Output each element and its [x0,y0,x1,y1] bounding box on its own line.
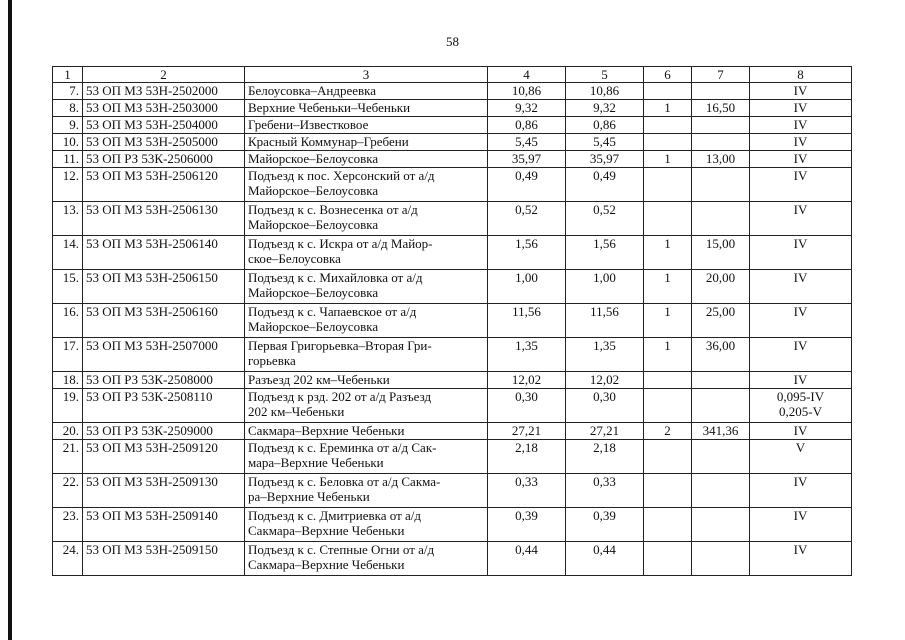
category-col8: IV [750,236,852,270]
road-code: 53 ОП МЗ 53Н-2503000 [83,100,245,117]
value-col7: 341,36 [692,423,750,440]
road-name: Подъезд к с. Михайловка от а/д Майорское–Белоусовка [245,270,488,304]
category-col8: 0,095-IV 0,205-V [750,389,852,423]
table-row [53,117,852,134]
category-col8: IV [750,423,852,440]
road-name: Подъезд к с. Беловка от а/д Сакма- ра–Верхние Чебеньки [245,474,488,508]
table-row [53,168,852,202]
value-col6 [644,168,692,202]
page-edge-bar [8,0,12,640]
road-code: 53 ОП МЗ 53Н-2506160 [83,304,245,338]
value-col4: 0,33 [488,474,566,508]
value-col4: 35,97 [488,151,566,168]
column-header: 8 [750,67,852,83]
road-name: Гребени–Известковое [245,117,488,134]
value-col7 [692,117,750,134]
road-name: Майорское–Белоусовка [245,151,488,168]
header-row [53,67,852,83]
value-col5: 11,56 [566,304,644,338]
value-col7: 36,00 [692,338,750,372]
value-col4: 0,52 [488,202,566,236]
table-row [53,304,852,338]
category-col8: IV [750,338,852,372]
value-col4: 5,45 [488,134,566,151]
value-col4: 0,30 [488,389,566,423]
row-number: 16. [53,304,83,338]
value-col6: 1 [644,236,692,270]
value-col5: 0,30 [566,389,644,423]
row-number: 19. [53,389,83,423]
value-col7 [692,389,750,423]
road-name: Сакмара–Верхние Чебеньки [245,423,488,440]
roads-table [52,66,852,576]
table-row [53,270,852,304]
road-code: 53 ОП МЗ 53Н-2507000 [83,338,245,372]
value-col7 [692,83,750,100]
value-col5: 0,44 [566,542,644,576]
road-name: Подъезд к с. Ереминка от а/д Сак- мара–Верхние Чебеньки [245,440,488,474]
value-col4: 1,35 [488,338,566,372]
value-col6: 1 [644,304,692,338]
road-code: 53 ОП РЗ 53К-2508110 [83,389,245,423]
category-col8: IV [750,270,852,304]
road-name: Подъезд к с. Степные Огни от а/д Сакмара–Верхние Чебеньки [245,542,488,576]
value-col6 [644,474,692,508]
value-col4: 2,18 [488,440,566,474]
category-col8: IV [750,372,852,389]
road-name: Белоусовка–Андреевка [245,83,488,100]
table-row [53,440,852,474]
table-body [53,83,852,576]
road-name: Подъезд к пос. Херсонский от а/д Майорское–Белоусовка [245,168,488,202]
value-col5: 0,86 [566,117,644,134]
road-code: 53 ОП РЗ 53К-2508000 [83,372,245,389]
value-col7 [692,168,750,202]
column-header: 1 [53,67,83,83]
road-name: Подъезд к рзд. 202 от а/д Разъезд 202 км–Чебеньки [245,389,488,423]
value-col4: 11,56 [488,304,566,338]
value-col4: 9,32 [488,100,566,117]
value-col5: 5,45 [566,134,644,151]
table-row [53,151,852,168]
value-col4: 27,21 [488,423,566,440]
row-number: 21. [53,440,83,474]
column-header: 2 [83,67,245,83]
row-number: 12. [53,168,83,202]
road-code: 53 ОП МЗ 53Н-2509150 [83,542,245,576]
value-col5: 9,32 [566,100,644,117]
table-row [53,100,852,117]
road-name: Подъезд к с. Вознесенка от а/д Майорское–Белоусовка [245,202,488,236]
table-row [53,542,852,576]
table-row [53,389,852,423]
value-col6: 1 [644,338,692,372]
value-col5: 27,21 [566,423,644,440]
road-name: Красный Коммунар–Гребени [245,134,488,151]
category-col8: IV [750,202,852,236]
value-col6 [644,202,692,236]
row-number: 23. [53,508,83,542]
value-col7: 25,00 [692,304,750,338]
road-code: 53 ОП МЗ 53Н-2504000 [83,117,245,134]
value-col6: 1 [644,270,692,304]
value-col6 [644,508,692,542]
value-col6 [644,440,692,474]
value-col4: 0,86 [488,117,566,134]
row-number: 7. [53,83,83,100]
value-col4: 0,39 [488,508,566,542]
table-row [53,474,852,508]
value-col5: 0,52 [566,202,644,236]
road-code: 53 ОП МЗ 53Н-2506120 [83,168,245,202]
value-col6 [644,117,692,134]
value-col7 [692,508,750,542]
page-number: 58 [446,34,459,49]
category-col8: IV [750,134,852,151]
value-col5: 1,56 [566,236,644,270]
category-col8: IV [750,83,852,100]
road-name: Первая Григорьевка–Вторая Гри- горьевка [245,338,488,372]
value-col4: 1,00 [488,270,566,304]
value-col7 [692,542,750,576]
value-col7: 13,00 [692,151,750,168]
value-col5: 0,39 [566,508,644,542]
category-col8: IV [750,474,852,508]
value-col4: 0,44 [488,542,566,576]
road-name: Подъезд к с. Искра от а/д Майор- ское–Белоусовка [245,236,488,270]
category-col8: IV [750,542,852,576]
value-col7 [692,134,750,151]
column-header: 3 [245,67,488,83]
table-row [53,134,852,151]
value-col5: 1,00 [566,270,644,304]
table-row [53,423,852,440]
table-row [53,202,852,236]
column-header: 5 [566,67,644,83]
value-col5: 2,18 [566,440,644,474]
value-col6 [644,83,692,100]
category-col8: V [750,440,852,474]
category-col8: IV [750,117,852,134]
table-row [53,236,852,270]
value-col6: 1 [644,151,692,168]
value-col5: 12,02 [566,372,644,389]
category-col8: IV [750,100,852,117]
row-number: 10. [53,134,83,151]
road-code: 53 ОП МЗ 53Н-2505000 [83,134,245,151]
value-col6 [644,372,692,389]
value-col7 [692,440,750,474]
row-number: 17. [53,338,83,372]
category-col8: IV [750,151,852,168]
category-col8: IV [750,168,852,202]
value-col6: 1 [644,100,692,117]
row-number: 22. [53,474,83,508]
value-col5: 1,35 [566,338,644,372]
value-col7 [692,474,750,508]
road-code: 53 ОП МЗ 53Н-2506140 [83,236,245,270]
road-code: 53 ОП МЗ 53Н-2509130 [83,474,245,508]
row-number: 15. [53,270,83,304]
category-col8: IV [750,304,852,338]
value-col4: 12,02 [488,372,566,389]
road-name: Подъезд к с. Дмитриевка от а/д Сакмара–Верхние Чебеньки [245,508,488,542]
road-name: Верхние Чебеньки–Чебеньки [245,100,488,117]
value-col6 [644,542,692,576]
table-row [53,372,852,389]
value-col5: 0,49 [566,168,644,202]
road-code: 53 ОП РЗ 53К-2509000 [83,423,245,440]
road-code: 53 ОП МЗ 53Н-2506130 [83,202,245,236]
value-col5: 0,33 [566,474,644,508]
value-col5: 35,97 [566,151,644,168]
value-col4: 1,56 [488,236,566,270]
value-col6 [644,389,692,423]
value-col7: 20,00 [692,270,750,304]
value-col7: 16,50 [692,100,750,117]
row-number: 20. [53,423,83,440]
road-code: 53 ОП МЗ 53Н-2506150 [83,270,245,304]
road-name: Подъезд к с. Чапаевское от а/д Майорское–Белоусовка [245,304,488,338]
column-header: 6 [644,67,692,83]
table-row [53,83,852,100]
value-col5: 10,86 [566,83,644,100]
table-row [53,338,852,372]
value-col6 [644,134,692,151]
row-number: 13. [53,202,83,236]
column-header: 7 [692,67,750,83]
value-col6: 2 [644,423,692,440]
row-number: 14. [53,236,83,270]
row-number: 24. [53,542,83,576]
road-code: 53 ОП МЗ 53Н-2502000 [83,83,245,100]
road-code: 53 ОП РЗ 53К-2506000 [83,151,245,168]
road-name: Разъезд 202 км–Чебеньки [245,372,488,389]
value-col4: 0,49 [488,168,566,202]
row-number: 8. [53,100,83,117]
road-code: 53 ОП МЗ 53Н-2509120 [83,440,245,474]
row-number: 9. [53,117,83,134]
column-header: 4 [488,67,566,83]
row-number: 18. [53,372,83,389]
value-col7: 15,00 [692,236,750,270]
row-number: 11. [53,151,83,168]
road-code: 53 ОП МЗ 53Н-2509140 [83,508,245,542]
value-col7 [692,202,750,236]
value-col7 [692,372,750,389]
category-col8: IV [750,508,852,542]
value-col4: 10,86 [488,83,566,100]
table-row [53,508,852,542]
